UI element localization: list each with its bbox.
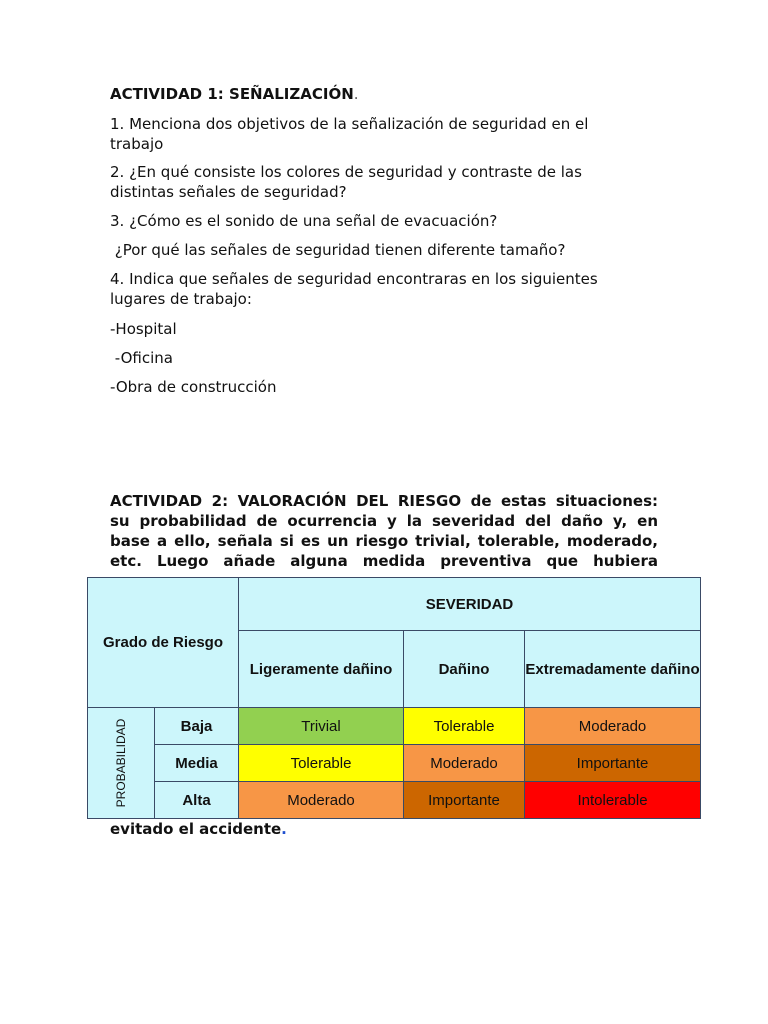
probability-baja: Baja [155, 708, 239, 745]
risk-cell-trivial: Trivial [239, 708, 404, 745]
probability-media: Media [155, 745, 239, 782]
activity2-line-1: ACTIVIDAD 2: VALORACIÓN DEL RIESGO de estas situaciones: [110, 492, 658, 510]
risk-cell-moderado: Moderado [525, 708, 701, 745]
risk-cell-importante: Importante [525, 745, 701, 782]
activity2-line-3: base a ello, señala si es un riesgo trivial, tolerable, moderado, [110, 532, 658, 550]
probability-alta: Alta [155, 782, 239, 819]
corner-label: Grado de Riesgo [88, 578, 239, 708]
risk-cell-moderado: Moderado [404, 745, 525, 782]
question-1: 1. Menciona dos objetivos de la señalización de seguridad en el trabajo [110, 115, 589, 153]
activity2-line-2: su probabilidad de ocurrencia y la severidad del daño y, en [110, 512, 658, 530]
place-obra: -Obra de construcción [110, 378, 277, 396]
question-3: 3. ¿Cómo es el sonido de una señal de evacuación? [110, 212, 498, 230]
severity-ligeramente: Ligeramente dañino [239, 631, 404, 708]
question-2: 2. ¿En qué consiste los colores de seguridad y contraste de las distintas señales de seguridad? [110, 163, 582, 201]
severity-extremadamente: Extremadamente dañino [525, 631, 701, 708]
activity2-ending: evitado el accidente. [110, 820, 287, 838]
activity2-line-4: etc. Luego añade alguna medida preventiva que hubiera [110, 552, 658, 570]
probability-header [88, 708, 155, 819]
risk-cell-tolerable: Tolerable [404, 708, 525, 745]
severity-header: SEVERIDAD [239, 578, 701, 631]
risk-matrix-table [87, 577, 701, 819]
risk-cell-tolerable: Tolerable [239, 745, 404, 782]
risk-cell-intolerable: Intolerable [525, 782, 701, 819]
probability-label: PROBABILIDAD [114, 718, 128, 808]
question-3b: ¿Por qué las señales de seguridad tienen diferente tamaño? [110, 241, 566, 259]
place-oficina: -Oficina [110, 349, 173, 367]
risk-cell-importante: Importante [404, 782, 525, 819]
risk-cell-moderado: Moderado [239, 782, 404, 819]
question-4: 4. Indica que señales de seguridad encontraras en los siguientes lugares de trabajo: [110, 270, 598, 308]
activity1-title: ACTIVIDAD 1: SEÑALIZACIÓN. [110, 85, 359, 103]
place-hospital: -Hospital [110, 320, 177, 338]
severity-danino: Dañino [404, 631, 525, 708]
